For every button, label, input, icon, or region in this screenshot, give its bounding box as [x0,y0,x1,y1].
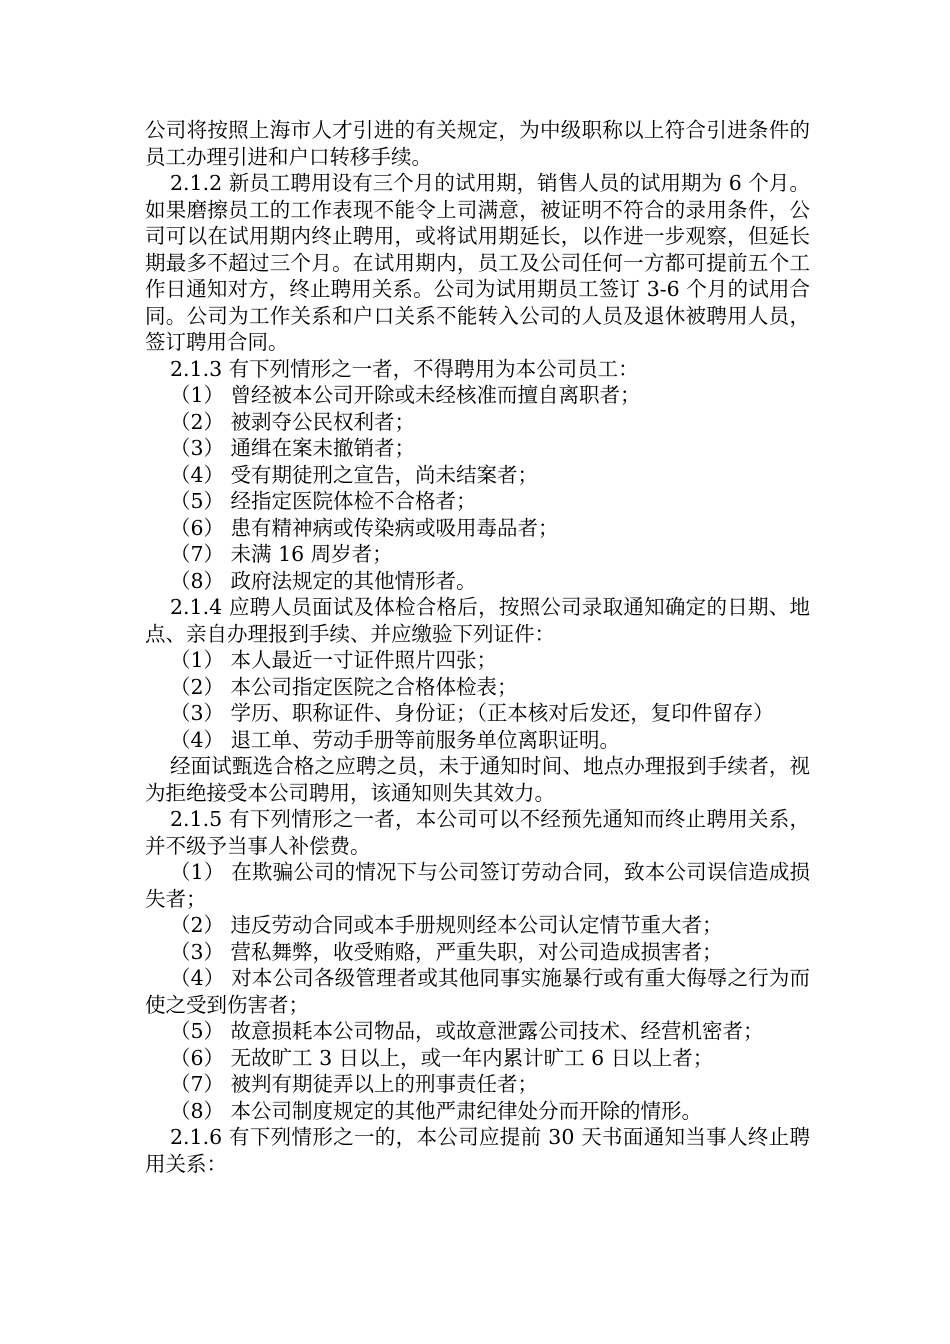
clause-2-1-4-note: 经面试甄选合格之应聘之员，未于通知时间、地点办理报到手续者，视为拒绝接受本公司聘用，该通知则失其效力。 [145,754,810,805]
list-item: （8） 本公司制度规定的其他严肃纪律处分而开除的情形。 [170,1098,703,1123]
list-item: （2） 被剥夺公民权利者； [170,409,416,434]
list-item: （6） 患有精神病或传染病或吸用毒品者； [170,515,559,540]
clause-2-1-3-ineligible: 2.1.3 有下列情形之一者，不得聘用为本公司员工： [170,356,639,381]
list-item: （1） 本人最近一寸证件照片四张； [170,648,498,672]
clause-2-1-5-termination: 2.1.5 有下列情形之一者，本公司可以不经预先通知而终止聘用关系，并不级予当事人补偿费。 [145,807,810,858]
document-body [145,117,810,1177]
list-item: （3） 通缉在案未撤销者； [170,436,416,460]
list-item: （7） 被判有期徒弄以上的刑事责任者； [170,1072,539,1096]
list-item: （4） 退工单、劳动手册等前服务单位离职证明。 [170,727,621,752]
list-item: （2） 违反劳动合同或本手册规则经本公司认定情节重大者； [170,913,723,937]
list-item: （1） 曾经被本公司开除或未经核准而擅自离职者； [170,383,641,407]
list-item: （7） 未满 16 周岁者； [170,542,393,566]
list-item: （4） 受有期徒刑之宣告，尚未结案者； [170,462,539,487]
list-item: （6） 无故旷工 3 日以上，或一年内累计旷工 6 日以上者； [170,1045,714,1070]
list-item: （4） 对本公司各级管理者或其他同事实施暴行或有重大侮辱之行为而使之受到伤害者； [145,966,810,1017]
clause-2-1-2-probation: 2.1.2 新员工聘用设有三个月的试用期，销售人员的试用期为 6 个月。如果磨擦员工的工作表现不能令上司满意，被证明不符合的录用条件，公司可以在试用期内终止聘用，或将试用期延长，以作进一步观察，但延长期最多不超过三个月。在试用期内，员工及公司任何一方都可提前五个工作日通知对方，终止聘用关系。公司为试用期员工签订 3-6 个月的试用合同。公司为工作关系和户口关系不能转入公司的人员及退休被聘用人员，签订聘用合同。 [145,171,810,354]
clause-2-1-6-notice-termination: 2.1.6 有下列情形之一的，本公司应提前 30 天书面通知当事人终止聘用关系： [145,1125,810,1176]
list-item: （5） 经指定医院体检不合格者； [170,489,477,513]
list-item: （3） 学历、职称证件、身份证；（正本核对后发还，复印件留存） [170,701,774,725]
list-item: （1） 在欺骗公司的情况下与公司签订劳动合同，致本公司误信造成损失者； [145,860,810,911]
list-item: （5） 故意损耗本公司物品，或故意泄露公司技术、经营机密者； [170,1019,764,1043]
clause-2-1-4-onboarding: 2.1.4 应聘人员面试及体检合格后，按照公司录取通知确定的日期、地点、亲自办理报到手续、并应缴验下列证件： [145,595,810,646]
paragraph-talent-import-continued: 公司将按照上海市人才引进的有关规定，为中级职称以上符合引进条件的员工办理引进和户口转移手续。 [145,118,810,169]
list-item: （3） 营私舞弊，收受贿赂，严重失职，对公司造成损害者； [170,939,723,964]
list-item: （2） 本公司指定医院之合格体检表； [170,674,518,699]
list-item: （8） 政府法规定的其他情形者。 [170,568,477,593]
